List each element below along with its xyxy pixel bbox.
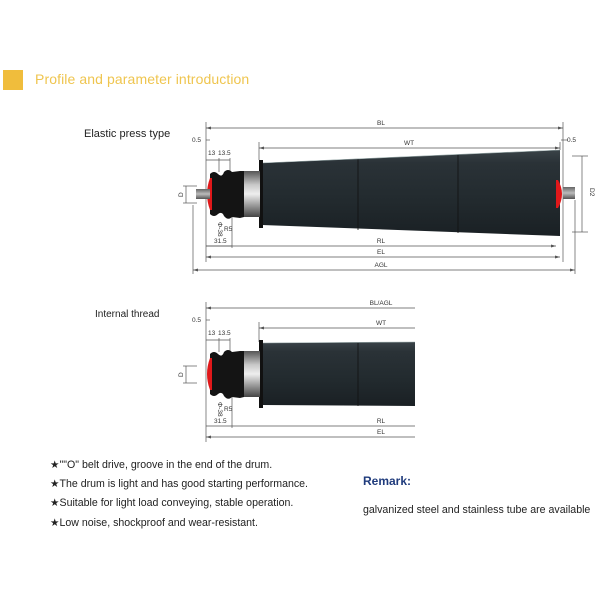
remark-text: galvanized steel and stainless tube are available <box>363 504 591 516</box>
svg-text:13: 13 <box>208 150 216 157</box>
svg-text:0.5: 0.5 <box>192 137 202 144</box>
svg-text:BL/AGL: BL/AGL <box>369 300 393 307</box>
svg-text:WT: WT <box>375 320 387 327</box>
svg-text:0.5: 0.5 <box>567 137 577 144</box>
feature-item: ★The drum is light and has good starting performance. <box>50 478 308 491</box>
svg-text:D: D <box>178 372 185 377</box>
diagram1-label: Elastic press type <box>84 128 171 140</box>
svg-text:EL: EL <box>377 429 385 436</box>
svg-text:13.5: 13.5 <box>218 330 231 337</box>
svg-text:WT: WT <box>403 140 415 147</box>
feature-item: ★""O" belt drive, groove in the end of the drum. <box>50 459 273 471</box>
feature-item: ★Low noise, shockproof and wear-resistant. <box>50 516 258 529</box>
diagram2-roller-tube <box>262 342 415 406</box>
diagram1-roller-tube <box>262 150 560 236</box>
svg-text:D2: D2 <box>588 188 595 197</box>
svg-text:0.5: 0.5 <box>192 317 202 324</box>
svg-text:AGL: AGL <box>374 262 388 269</box>
svg-text:31.5: 31.5 <box>214 238 227 245</box>
dim-bl: BL <box>377 120 385 127</box>
svg-text:RL: RL <box>376 418 386 425</box>
svg-text:Φ-38: Φ-38 <box>216 402 223 417</box>
svg-text:R5: R5 <box>224 406 233 413</box>
svg-text:31.5: 31.5 <box>214 418 227 425</box>
svg-text:Φ-38: Φ-38 <box>216 222 223 237</box>
svg-text:D: D <box>178 192 185 197</box>
svg-text:13: 13 <box>208 330 216 337</box>
diagram2-group <box>178 300 415 442</box>
svg-text:EL: EL <box>377 249 385 256</box>
remark-title: Remark: <box>363 474 412 488</box>
diagram2-label: Internal thread <box>95 309 160 320</box>
svg-text:13.5: 13.5 <box>218 150 231 157</box>
section-title: Profile and parameter introduction <box>35 71 250 87</box>
svg-text:R5: R5 <box>224 226 233 233</box>
feature-item: ★Suitable for light load conveying, stable operation. <box>50 497 294 510</box>
diagram1-group <box>178 120 595 274</box>
svg-text:RL: RL <box>376 238 386 245</box>
feature-list <box>50 456 308 533</box>
